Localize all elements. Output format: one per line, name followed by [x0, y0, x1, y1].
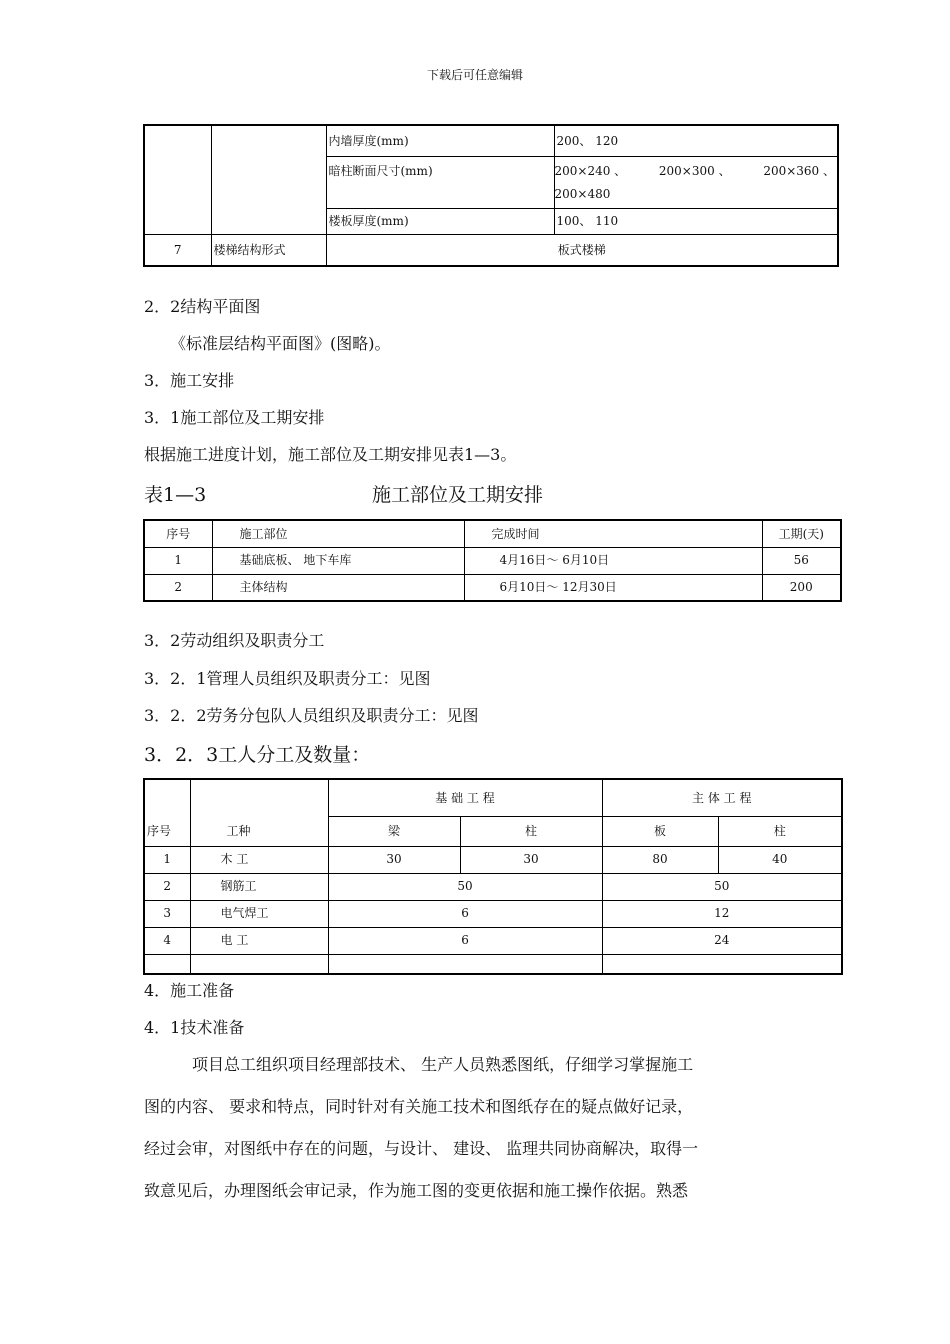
param-name: 楼梯结构形式	[211, 234, 326, 266]
paragraph-line: 图的内容、 要求和特点，同时针对有关施工技术和图纸存在的疑点做好记录，	[144, 1097, 694, 1116]
table-cell	[211, 125, 326, 234]
table-cell: 24	[602, 927, 842, 954]
table-row	[144, 954, 842, 974]
section-heading: 3．2．2劳务分包队人员组织及职责分工：见图	[144, 706, 479, 725]
table-row	[144, 873, 842, 900]
page-header: 下载后可任意编辑	[426, 68, 523, 82]
sub-header: 板	[602, 816, 718, 846]
section-heading: 3．施工安排	[144, 371, 235, 390]
table-cell: 主体结构	[212, 574, 464, 601]
table-cell	[144, 125, 211, 234]
param-value	[554, 156, 838, 208]
value-part: 200×300 、	[658, 163, 731, 178]
group-header: 基 础 工 程	[328, 779, 602, 816]
table-row	[144, 547, 841, 574]
group-header: 主 体 工 程	[602, 779, 842, 816]
table-cell: 1	[144, 547, 212, 574]
table-cell	[602, 954, 842, 974]
table-title: 施工部位及工期安排	[372, 484, 544, 506]
table-cell: 1	[144, 846, 190, 873]
sub-header: 柱	[460, 816, 602, 846]
section-heading: 4．1技术准备	[144, 1018, 245, 1037]
column-header: 序号	[144, 520, 212, 547]
table-row	[144, 574, 841, 601]
table-cell: 80	[602, 846, 718, 873]
body-text: 根据施工进度计划，施工部位及工期安排见表1—3。	[144, 445, 517, 464]
value-part: 200×480	[554, 186, 611, 201]
section-heading: 3．2．3工人分工及数量：	[144, 744, 371, 766]
table-cell: 200	[762, 574, 841, 601]
table-cell: 40	[718, 846, 842, 873]
section-note: 《标准层结构平面图》(图略)。	[170, 334, 391, 353]
table-cell: 56	[762, 547, 841, 574]
table-cell	[190, 954, 328, 974]
table-cell: 4月16日～ 6月10日	[464, 547, 762, 574]
sub-header: 柱	[718, 816, 842, 846]
workers-table	[143, 778, 843, 975]
structure-params-table	[143, 124, 839, 267]
table-row	[144, 900, 842, 927]
param-value: 100、 110	[554, 208, 838, 234]
value-part: 200×240 、	[554, 163, 627, 178]
table-cell	[144, 954, 190, 974]
table-cell: 电气焊工	[190, 900, 328, 927]
param-name: 暗柱断面尺寸(mm)	[326, 156, 554, 208]
section-heading: 4．施工准备	[144, 981, 235, 1000]
section-heading: 3．2劳动组织及职责分工	[144, 631, 325, 650]
table-cell: 基础底板、 地下车库	[212, 547, 464, 574]
table-cell: 6	[328, 927, 602, 954]
column-header: 工种	[190, 779, 328, 846]
table-row	[144, 846, 842, 873]
row-number: 7	[144, 234, 211, 266]
schedule-table	[143, 519, 842, 602]
section-heading: 3．2．1管理人员组织及职责分工：见图	[144, 669, 431, 688]
table-cell	[328, 954, 602, 974]
paragraph-line: 经过会审，对图纸中存在的问题，与设计、 建设、 监理共同协商解决，取得一	[144, 1139, 699, 1158]
table-cell: 30	[460, 846, 602, 873]
table-cell: 电 工	[190, 927, 328, 954]
table-cell: 2	[144, 574, 212, 601]
table-cell: 12	[602, 900, 842, 927]
section-heading: 3．1施工部位及工期安排	[144, 408, 325, 427]
param-value: 板式楼梯	[326, 234, 838, 266]
param-value: 200、 120	[554, 125, 838, 156]
paragraph-line: 项目总工组织项目经理部技术、 生产人员熟悉图纸，仔细学习掌握施工	[192, 1055, 694, 1074]
table-cell: 6月10日～ 12月30日	[464, 574, 762, 601]
paragraph-line: 致意见后，办理图纸会审记录，作为施工图的变更依据和施工操作依据。熟悉	[144, 1181, 689, 1200]
table-cell: 2	[144, 873, 190, 900]
column-header: 序号	[144, 779, 190, 846]
param-name: 楼板厚度(mm)	[326, 208, 554, 234]
table-cell: 钢筋工	[190, 873, 328, 900]
param-name: 内墙厚度(mm)	[326, 125, 554, 156]
column-header: 施工部位	[212, 520, 464, 547]
table-cell: 4	[144, 927, 190, 954]
column-header: 完成时间	[464, 520, 762, 547]
table-label: 表1—3	[144, 484, 207, 506]
table-cell: 3	[144, 900, 190, 927]
sub-header: 梁	[328, 816, 460, 846]
table-row	[144, 927, 842, 954]
table-cell: 木 工	[190, 846, 328, 873]
table-cell: 50	[328, 873, 602, 900]
table-cell: 50	[602, 873, 842, 900]
table-cell: 30	[328, 846, 460, 873]
value-part: 200×360 、	[763, 163, 835, 178]
section-heading: 2．2结构平面图	[144, 297, 261, 316]
column-header: 工期(天)	[762, 520, 841, 547]
table-cell: 6	[328, 900, 602, 927]
